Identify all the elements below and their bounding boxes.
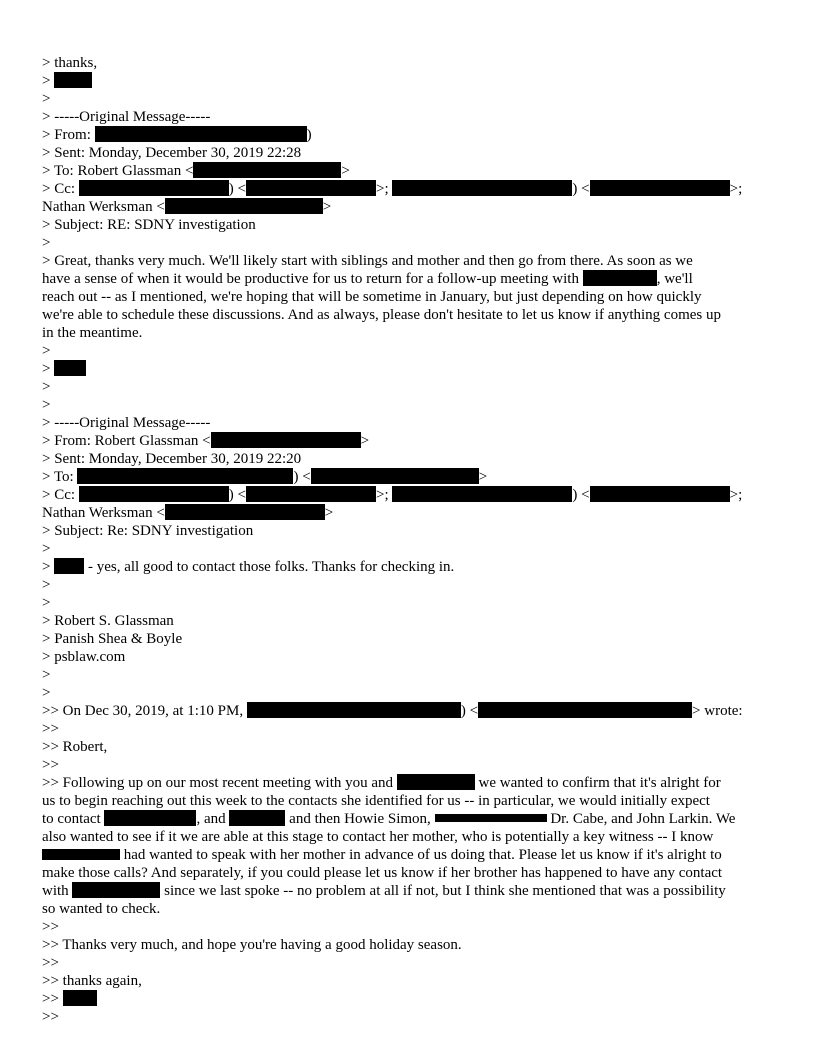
email-line: > — [42, 397, 51, 413]
email-body-line: we're able to schedule these discussions. And as always, please don't hesitate to let us know if anything comes up — [42, 307, 722, 323]
redaction-box — [435, 814, 547, 822]
redaction-box — [229, 810, 285, 826]
email-body-line: us to begin reaching out this week to the contacts she identified for us -- in particular, we would initially expect — [42, 793, 710, 809]
email-line: >> — [42, 1009, 59, 1025]
email-line: > — [42, 235, 51, 251]
redaction-box — [42, 849, 120, 860]
email-line: > — [42, 343, 51, 359]
redaction-box — [165, 198, 323, 214]
email-sent-line: > Sent: Monday, December 30, 2019 22:20 — [42, 451, 302, 467]
email-body-line: > - yes, all good to contact those folks. Thanks for checking in. — [42, 559, 455, 575]
redaction-box — [392, 486, 572, 502]
email-line: > — [42, 667, 51, 683]
redaction-box — [246, 486, 376, 502]
email-line: >> — [42, 757, 59, 773]
redaction-box — [54, 558, 84, 574]
email-body-line: >> Thanks very much, and hope you're having a good holiday season. — [42, 937, 462, 953]
email-body-line: to contact , and and then Howie Simon, Dr. Cabe, and John Larkin. We — [42, 811, 736, 827]
email-body-line: have a sense of when it would be productive for us to return for a follow-up meeting with , we'll — [42, 271, 693, 287]
email-from-line: > From: Robert Glassman < > — [42, 433, 370, 449]
email-line: > — [42, 577, 51, 593]
redaction-box — [193, 162, 341, 178]
redaction-box — [590, 486, 730, 502]
redaction-box — [247, 702, 461, 718]
email-quote-header: >> On Dec 30, 2019, at 1:10 PM, ) < > wrote: — [42, 703, 743, 719]
email-body-line: so wanted to check. — [42, 901, 161, 917]
redaction-box — [392, 180, 572, 196]
redaction-box — [54, 360, 86, 376]
email-subject-line: > Subject: Re: SDNY investigation — [42, 523, 254, 539]
email-body-line: with since we last spoke -- no problem at all if not, but I think she mentioned that was a possibility — [42, 883, 726, 899]
redaction-box — [72, 882, 160, 898]
email-line: > — [42, 360, 782, 378]
redaction-box — [77, 468, 293, 484]
email-line: > thanks, — [42, 55, 98, 71]
redaction-box — [311, 468, 479, 484]
redaction-box — [583, 270, 657, 286]
email-document — [42, 54, 782, 1026]
redaction-box — [246, 180, 376, 196]
email-line: >> — [42, 955, 59, 971]
email-body-line: > Great, thanks very much. We'll likely start with siblings and mother and then go from there. As soon as we — [42, 253, 693, 269]
email-body-line: make those calls? And separately, if you could please let us know if her brother has happened to have any contact — [42, 865, 723, 881]
email-line: > — [42, 595, 51, 611]
redaction-box — [104, 810, 196, 826]
email-body-line: >> Following up on our most recent meeting with you and we wanted to confirm that it's alright for — [42, 775, 721, 791]
redaction-box — [211, 432, 361, 448]
redaction-box — [79, 486, 229, 502]
redaction-box — [79, 180, 229, 196]
redaction-box — [63, 990, 97, 1006]
email-line: > — [42, 685, 51, 701]
redaction-box — [478, 702, 692, 718]
email-line: >> — [42, 990, 782, 1008]
email-cc-line: Nathan Werksman < > — [42, 505, 334, 521]
email-subject-line: > Subject: RE: SDNY investigation — [42, 217, 256, 233]
email-from-line: > From: ) — [42, 127, 312, 143]
email-body-line: also wanted to see if it we are able at this stage to contact her mother, who is potentially a key witness -- I know — [42, 829, 714, 845]
signature-line: > Robert S. Glassman — [42, 613, 174, 629]
email-cc-line: > Cc: ) < >; ) < >; — [42, 487, 743, 503]
signature-line: > psblaw.com — [42, 649, 126, 665]
redaction-box — [397, 774, 475, 790]
redaction-box — [590, 180, 730, 196]
email-line: > — [42, 72, 782, 90]
email-line: > — [42, 379, 51, 395]
redaction-box — [165, 504, 325, 520]
email-cc-line: Nathan Werksman < > — [42, 199, 332, 215]
email-line: >> — [42, 721, 59, 737]
email-sent-line: > Sent: Monday, December 30, 2019 22:28 — [42, 145, 302, 161]
email-line: > -----Original Message----- — [42, 415, 211, 431]
email-line: > — [42, 91, 51, 107]
email-line: > -----Original Message----- — [42, 109, 211, 125]
email-line: >> — [42, 919, 59, 935]
email-body-line: reach out -- as I mentioned, we're hoping that will be sometime in January, but just depending on how quickly — [42, 289, 702, 305]
email-body-line: >> thanks again, — [42, 973, 142, 989]
email-line: > — [42, 541, 51, 557]
email-to-line: > To: ) < > — [42, 469, 488, 485]
email-to-line: > To: Robert Glassman < > — [42, 163, 350, 179]
redaction-box — [54, 72, 92, 88]
email-cc-line: > Cc: ) < >; ) < >; — [42, 181, 743, 197]
email-body-line: >> Robert, — [42, 739, 108, 755]
email-body-line: in the meantime. — [42, 325, 143, 341]
signature-line: > Panish Shea & Boyle — [42, 631, 183, 647]
email-body-line: had wanted to speak with her mother in advance of us doing that. Please let us know if it's alright to — [42, 846, 782, 864]
redaction-box — [95, 126, 307, 142]
